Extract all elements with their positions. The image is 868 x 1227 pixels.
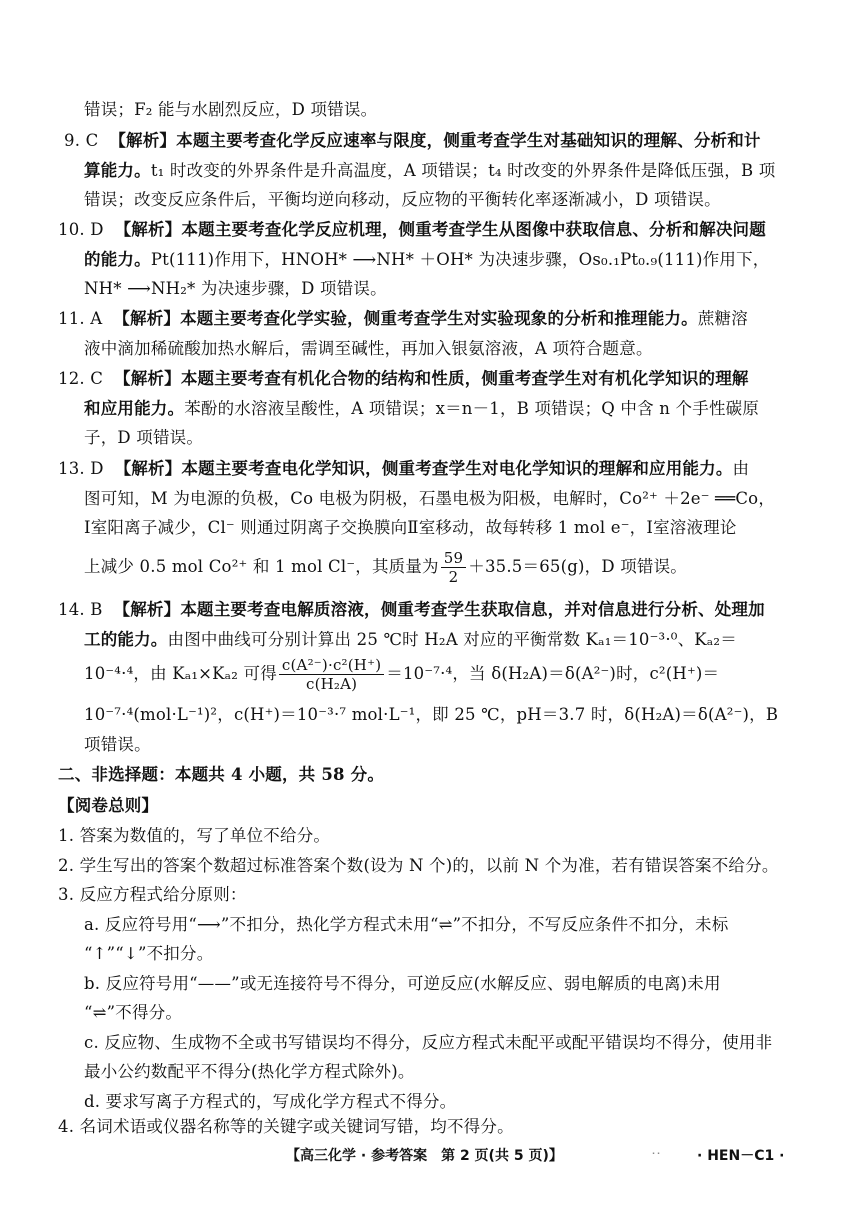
q9-text-2: t₁ 时改变的外界条件是升高温度，A 项错误；t₄ 时改变的外界条件是降低压强，B 项 [150, 161, 776, 180]
q9-summary: 本题主要考查化学反应速率与限度，侧重考查学生对基础知识的理解、分析和计 [176, 131, 761, 150]
q14-line-2 [84, 629, 737, 651]
q14-fraction [279, 656, 384, 693]
q12-number: 12. C [58, 369, 104, 388]
q14-line-1 [58, 599, 765, 621]
q14-fraction-numerator: c(A²⁻)·c²(H⁺) [279, 656, 384, 675]
q13-line-1 [58, 458, 749, 480]
page-footer [0, 1145, 868, 1167]
footer-page-info: 【高三化学 · 参考答案 第 2 页(共 5 页)】 [286, 1148, 563, 1164]
q10-text-2: Pt(111)作用下，HNOH* ⟶NH* ＋OH* 为决速步骤，Os₀.₁Pt₀.₉(111)作用下， [150, 250, 770, 269]
q9-line-3: 错误；改变反应条件后，平衡均逆向移动，反应物的平衡转化率逐渐减小，D 项错误。 [84, 190, 721, 209]
q10-tag: 【解析】 [114, 220, 182, 239]
q13-line-4 [84, 547, 687, 587]
q14-line-4: 10⁻⁷·⁴(mol·L⁻¹)²，c(H⁺)＝10⁻³·⁷ mol·L⁻¹，即 25 ℃，pH＝3.7 时，δ(H₂A)＝δ(A²⁻)，B [84, 705, 779, 724]
q13-text-1: 由 [732, 459, 750, 478]
q12-summary: 本题主要考查有机化合物的结构和性质，侧重考查学生对有机化学知识的理解 [180, 369, 749, 388]
q9-tag: 【解析】 [109, 131, 177, 150]
q12-text-2: 苯酚的水溶液呈酸性，A 项错误；x＝n－1，B 项错误；Q 中含 n 个手性碳原 [184, 399, 760, 418]
q10-summary: 本题主要考查化学反应机理，侧重考查学生从图像中获取信息、分析和解决问题 [181, 220, 766, 239]
q10-number: 10. D [58, 220, 104, 239]
q13-number: 13. D [58, 459, 104, 478]
q12-line-1 [58, 368, 749, 390]
q11-summary: 本题主要考查化学实验，侧重考查学生对实验现象的分析和推理能力。 [180, 309, 698, 328]
rule-2: 2. 学生写出的答案个数超过标准答案个数(设为 N 个)的，以前 N 个为准，若有错误答案不给分。 [58, 856, 779, 875]
rule-3: 3. 反应方程式给分原则： [58, 885, 247, 904]
q12-line-2 [84, 398, 759, 420]
q13-fraction-numerator: 59 [441, 549, 467, 568]
q11-line-2: 液中滴加稀硫酸加热水解后，需调至碱性，再加入银氨溶液，A 项符合题意。 [84, 339, 653, 358]
rule-3a-line-2: “↑”“↓”不扣分。 [84, 944, 214, 963]
rule-3d: d. 要求写离子方程式的，写成化学方程式不得分。 [84, 1092, 457, 1111]
footer-dots: ·· [652, 1149, 663, 1158]
q12-summary-end: 和应用能力。 [84, 399, 185, 418]
q11-line-1 [58, 308, 748, 330]
q13-fraction-denominator: 2 [448, 568, 459, 586]
q10-line-2 [84, 249, 769, 271]
q14-line-3 [84, 654, 719, 694]
q13-text-4a: 上减少 0.5 mol Co²⁺ 和 1 mol Cl⁻，其质量为 [84, 557, 439, 576]
q14-number: 14. B [58, 600, 103, 619]
q11-number: 11. A [58, 309, 103, 328]
q10-line-1 [58, 219, 766, 241]
q13-summary: 本题主要考查电化学知识，侧重考查学生对电化学知识的理解和应用能力。 [181, 459, 733, 478]
q9-line-2 [84, 160, 775, 182]
q13-text-4b: ＋35.5＝65(g)，D 项错误。 [468, 557, 688, 576]
rule-3c-line-1: c. 反应物、生成物不全或书写错误均不得分，反应方程式未配平或配平错误均不得分，使用非 [84, 1033, 773, 1052]
rule-3b-line-1: b. 反应符号用“——”或无连接符号不得分，可逆反应(水解反应、弱电解质的电离)未用 [84, 974, 721, 993]
q14-summary: 本题主要考查电解质溶液，侧重考查学生获取信息，并对信息进行分析、处理加 [180, 600, 765, 619]
rule-3c-line-2: 最小公约数配平不得分(热化学方程式除外)。 [84, 1062, 415, 1081]
q10-summary-end: 的能力。 [84, 250, 151, 269]
section-2-heading: 二、非选择题：本题共 4 小题，共 58 分。 [58, 765, 385, 784]
q12-line-3: 子，D 项错误。 [84, 428, 204, 447]
q14-text-3b: ＝10⁻⁷·⁴，当 δ(H₂A)＝δ(A²⁻)时，c²(H⁺)＝ [386, 664, 720, 683]
rule-3b-line-2: “⇌”不得分。 [84, 1003, 183, 1022]
grading-rules-heading: 【阅卷总则】 [58, 796, 159, 815]
footer-code: · HEN－C1 · [697, 1148, 785, 1164]
q9-line-1 [64, 130, 761, 152]
q12-tag: 【解析】 [114, 369, 181, 388]
q13-line-3: Ⅰ室阳离子减少，Cl⁻ 则通过阴离子交换膜向Ⅱ室移动，故每转移 1 mol e⁻，Ⅰ室溶液理论 [84, 518, 737, 537]
q14-text-3a: 10⁻⁴·⁴，由 Kₐ₁×Kₐ₂ 可得 [84, 664, 277, 683]
q9-number: 9. C [64, 131, 99, 150]
q13-line-2: 图可知，M 为电源的负极，Co 电极为阴极，石墨电极为阳极，电解时，Co²⁺ ＋2e⁻ ══Co， [84, 489, 776, 508]
rule-3a-line-1: a. 反应符号用“⟶”不扣分，热化学方程式未用“⇌”不扣分，不写反应条件不扣分，未标 [84, 915, 729, 934]
q14-line-5: 项错误。 [84, 735, 151, 754]
rule-1: 1. 答案为数值的，写了单位不给分。 [58, 826, 331, 845]
q11-tag: 【解析】 [113, 309, 181, 328]
q14-summary-end: 工的能力。 [84, 630, 168, 649]
q13-tag: 【解析】 [114, 459, 182, 478]
q14-text-2: 由图中曲线可分别计算出 25 ℃时 H₂A 对应的平衡常数 Kₐ₁＝10⁻³·⁰、Kₐ₂＝ [167, 630, 737, 649]
q11-text-1: 蔗糖溶 [697, 309, 748, 328]
q13-fraction [441, 549, 467, 586]
q10-line-3: NH* ⟶NH₂* 为决速步骤，D 项错误。 [84, 279, 387, 298]
q14-fraction-denominator: c(H₂A) [305, 675, 358, 693]
q8-tail: 错误；F₂ 能与水剧烈反应，D 项错误。 [84, 100, 378, 119]
q14-tag: 【解析】 [113, 600, 181, 619]
rule-4: 4. 名词术语或仪器名称等的关键字或关键词写错，均不得分。 [58, 1117, 514, 1136]
q9-summary-end: 算能力。 [84, 161, 151, 180]
